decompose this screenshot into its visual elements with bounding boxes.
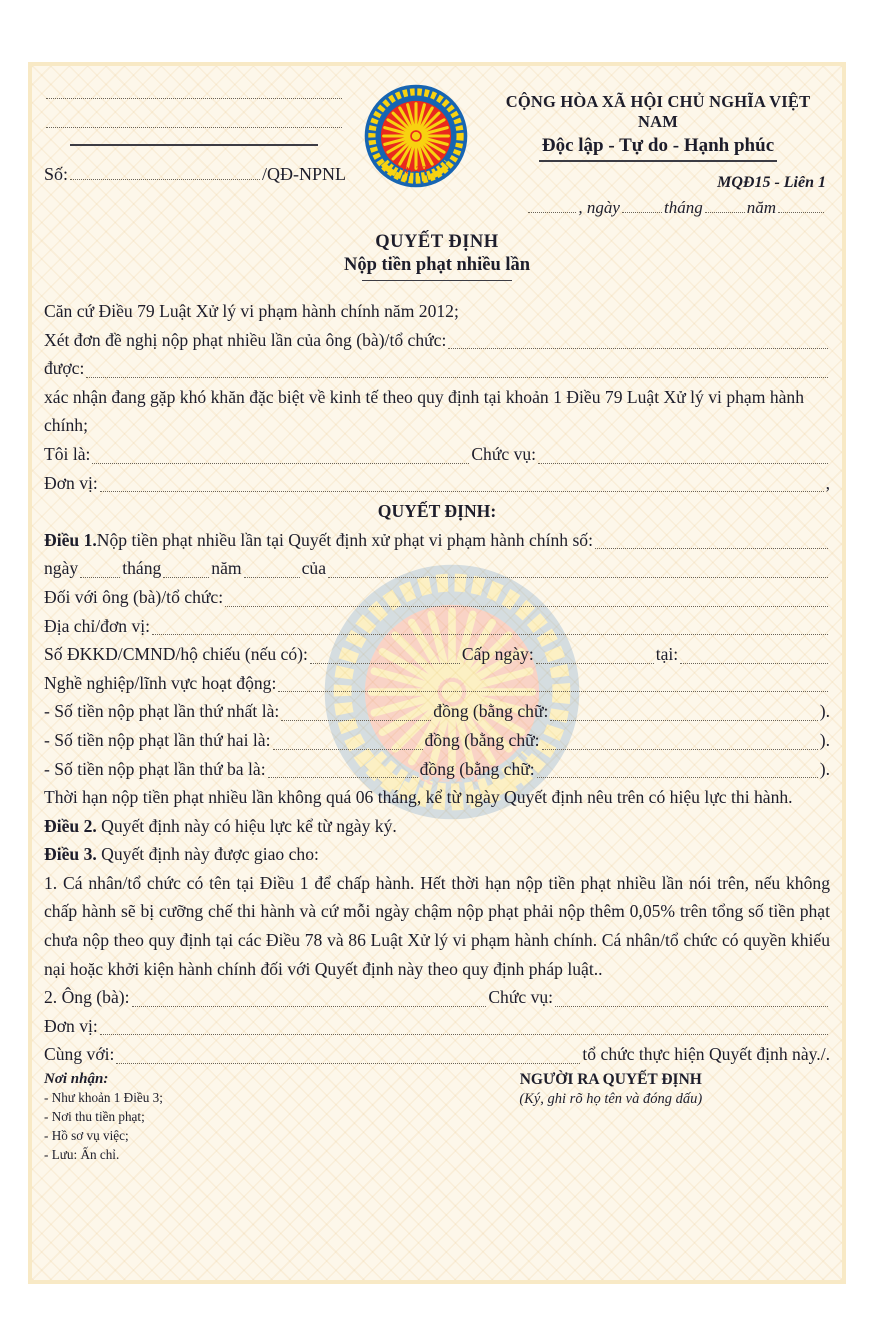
issue-date-label: Cấp ngày: — [461, 644, 534, 665]
together-line — [44, 1040, 830, 1069]
subject-label: Đối với ông (bà)/tổ chức: — [44, 586, 224, 607]
so-suffix: /QĐ-NPNL — [262, 164, 346, 184]
so-fill — [70, 179, 260, 180]
installment2-label: - Số tiền nộp phạt lần thứ hai là: — [44, 729, 271, 750]
id-line — [44, 640, 830, 669]
article1-label: Điều 1. — [44, 529, 97, 550]
signer-note: (Ký, ghi rõ họ tên và đóng dấu) — [519, 1091, 703, 1108]
installment1-line — [44, 697, 830, 726]
form-sheet — [28, 62, 846, 1284]
document-number-line — [44, 164, 346, 185]
recipients-block — [44, 1071, 406, 1164]
officer-name-fill — [92, 463, 469, 464]
request-line — [44, 326, 830, 355]
executor-position-fill — [555, 1006, 828, 1007]
nam-fill — [244, 577, 300, 578]
address-label: Địa chỉ/đơn vị: — [44, 615, 151, 636]
installment3-label: - Số tiền nộp phạt lần thứ ba là: — [44, 758, 266, 779]
executor-unit-label: Đơn vị: — [44, 1015, 98, 1036]
article3-line — [44, 840, 830, 869]
nam-label: năm — [211, 558, 242, 579]
together-label: Cùng với: — [44, 1044, 115, 1065]
id-label: Số ĐKKD/CMND/hộ chiếu (nếu có): — [44, 644, 308, 665]
duoc-label: được: — [44, 358, 85, 379]
qltt-emblem-icon — [362, 82, 470, 190]
ngay-label: ngày — [44, 558, 79, 579]
executor-unit-line — [44, 1012, 830, 1041]
decision-heading: QUYẾT ĐỊNH: — [377, 501, 497, 522]
installment3-close: ). — [819, 758, 830, 779]
installment2-words-fill — [542, 749, 818, 750]
position-label: Chức vụ: — [471, 443, 537, 464]
installment2-words-label: đồng (bằng chữ: — [424, 729, 540, 750]
executor-name-fill — [132, 1006, 487, 1007]
executor-line — [44, 983, 830, 1012]
issue-place-label: tại: — [655, 644, 679, 665]
issuer-block — [44, 76, 346, 185]
duoc-fill — [86, 377, 828, 378]
document-title — [44, 232, 830, 281]
unit-line — [44, 469, 830, 498]
month-fill — [705, 212, 745, 213]
signer-title: NGƯỜI RA QUYẾT ĐỊNH — [519, 1071, 702, 1089]
confirmation-line: xác nhận đang gặp khó khăn đặc biệt về kinh tế theo quy định tại khoản 1 Điều 79 Luật Xử lý vi phạm hành chính; — [44, 386, 805, 436]
installment2-line — [44, 726, 830, 755]
decision-date-line — [44, 554, 830, 583]
unit-comma: , — [825, 472, 830, 493]
article2-label: Điều 2. — [44, 815, 97, 836]
title-line2: Nộp tiền phạt nhiều lần — [343, 255, 531, 275]
address-line — [44, 612, 830, 641]
installment3-words-fill — [537, 777, 818, 778]
recipients-label: Nơi nhận: — [44, 1071, 109, 1088]
recipient-item: - Hồ sơ vụ việc; — [44, 1128, 129, 1144]
executor-position-label: Chức vụ: — [488, 987, 554, 1008]
legal-basis-line: Căn cứ Điều 79 Luật Xử lý vi phạm hành chính năm 2012; — [44, 301, 459, 321]
issuer-underline — [70, 144, 318, 146]
issue-place-fill — [680, 663, 828, 664]
installment3-amount-fill — [268, 777, 418, 778]
unit-label: Đơn vị: — [44, 472, 98, 493]
title-underline — [362, 280, 512, 281]
signature-block — [406, 1071, 830, 1164]
date-line — [486, 198, 830, 218]
article3-text: Quyết định này được giao cho: — [96, 844, 319, 865]
recipient-item: - Nơi thu tiền phạt; — [44, 1109, 145, 1125]
article1-line — [44, 526, 830, 555]
issuer-fill-line — [46, 98, 342, 99]
article2-line — [44, 812, 830, 841]
title-line1: QUYẾT ĐỊNH — [375, 232, 499, 252]
duoc-line — [44, 354, 830, 383]
subject-line — [44, 583, 830, 612]
motto-underline — [539, 160, 777, 162]
address-fill — [152, 634, 828, 635]
ngay-fill — [80, 577, 120, 578]
deadline-line: Thời hạn nộp tiền phạt nhiều lần không quá 06 tháng, kể từ ngày Quyết định nêu trên có hiệu lực thi hành. — [44, 787, 793, 808]
article2-text: Quyết định này có hiệu lực kể từ ngày ký. — [96, 815, 397, 836]
installment1-words-fill — [550, 720, 817, 721]
occupation-label: Nghề nghiệp/lĩnh vực hoạt động: — [44, 672, 277, 693]
motto-line: Độc lập - Tự do - Hạnh phúc — [541, 135, 775, 156]
year-fill — [778, 212, 824, 213]
form-footer — [44, 1071, 830, 1164]
occupation-fill — [278, 691, 828, 692]
form-code: MQĐ15 - Liên 1 — [717, 174, 826, 191]
cua-fill — [328, 577, 828, 578]
so-label: Số: — [44, 164, 69, 184]
installment3-line — [44, 755, 830, 784]
together-fill — [116, 1063, 580, 1064]
article1-fill — [595, 548, 828, 549]
recipient-item: - Lưu: Ấn chỉ. — [44, 1147, 120, 1163]
issue-date-fill — [536, 663, 654, 664]
date-nam-label: năm — [746, 198, 776, 217]
installment1-words-label: đồng (bằng chữ: — [433, 701, 549, 722]
id-fill — [310, 663, 460, 664]
position-fill — [538, 463, 828, 464]
cua-label: của — [301, 558, 327, 579]
installment2-amount-fill — [273, 749, 423, 750]
date-ngay-label: , ngày — [578, 198, 620, 217]
clause1-paragraph: 1. Cá nhân/tổ chức có tên tại Điều 1 để chấp hành. Hết thời hạn nộp tiền phạt nhiều lần nói trên, nếu không chấp hành sẽ bị cưỡng chế thi hành và cứ mỗi ngày chậm nộp phạt phải nộp thêm 0,05% trên tổng số tiền phạt chưa nộp theo quy định tại các Điều 78 và 86 Luật Xử lý vi phạm hành chính. Cá nhân/tổ chức có quyền khiếu nại hoặc khởi kiện hành chính đối với Quyết định này theo quy định pháp luật.. — [44, 872, 830, 979]
installment1-label: - Số tiền nộp phạt lần thứ nhất là: — [44, 701, 280, 722]
day-fill — [622, 212, 662, 213]
republic-line: CỘNG HÒA XÃ HỘI CHỦ NGHĨA VIỆT NAM — [505, 92, 811, 131]
occupation-line — [44, 669, 830, 698]
form-header — [44, 76, 830, 218]
article1-text: Nộp tiền phạt nhiều lần tại Quyết định xử phạt vi phạm hành chính số: — [96, 529, 593, 550]
recipient-item: - Như khoản 1 Điều 3; — [44, 1090, 163, 1106]
form-body — [44, 297, 830, 1069]
installment1-close: ). — [819, 701, 830, 722]
thang-fill — [163, 577, 209, 578]
issuer-fill-line — [46, 127, 342, 128]
unit-fill — [100, 491, 824, 492]
executor-unit-fill — [100, 1034, 828, 1035]
request-label: Xét đơn đề nghị nộp phạt nhiều lần của ông (bà)/tổ chức: — [44, 329, 447, 350]
national-header — [486, 76, 830, 218]
date-thang-label: tháng — [663, 198, 703, 217]
request-fill — [448, 348, 828, 349]
officer-line — [44, 440, 830, 469]
installment1-amount-fill — [281, 720, 431, 721]
subject-fill — [225, 606, 828, 607]
article3-label: Điều 3. — [44, 844, 97, 865]
toi-la-label: Tôi là: — [44, 443, 91, 464]
together-suffix: tổ chức thực hiện Quyết định này./. — [582, 1044, 830, 1065]
installment3-words-label: đồng (bằng chữ: — [419, 758, 535, 779]
executor-label: 2. Ông (bà): — [44, 987, 130, 1008]
place-fill — [528, 212, 576, 213]
installment2-close: ). — [819, 729, 830, 750]
thang-label: tháng — [122, 558, 162, 579]
